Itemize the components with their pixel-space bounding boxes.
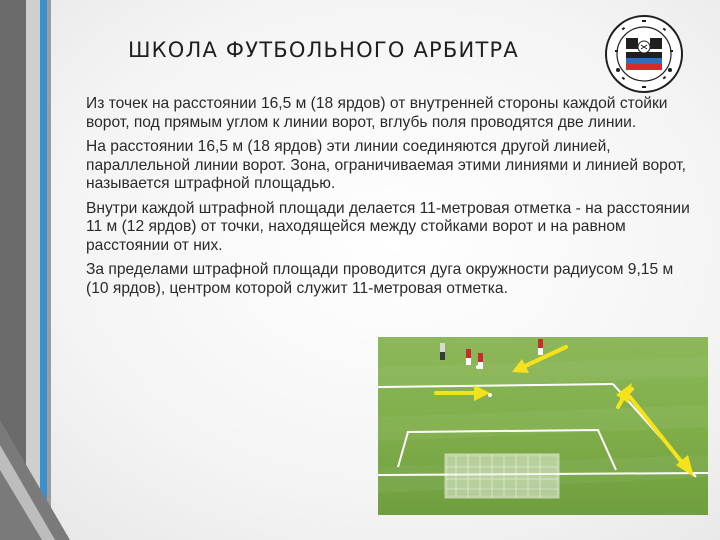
paragraph-penalty-mark: Внутри каждой штрафной площади делается 11-метровая отметка - на расстоянии 11 м (12 ярдов) от точки, находящейся между стойками ворот и на равном расстоянии от них.	[86, 199, 690, 254]
slide-body	[86, 95, 690, 304]
penalty-area-photo	[378, 337, 708, 515]
referee-emblem-icon	[604, 14, 684, 94]
paragraph-lines: Из точек на расстоянии 16,5 м (18 ярдов) от внутренней стороны каждой стойки ворот, под прямым углом к линии ворот, вглубь поля проводятся две линии.	[86, 95, 668, 131]
paragraph-penalty-area: На расстоянии 16,5 м (18 ярдов) эти линии соединяются другой линией, параллельной линии ворот. Зона, ограничиваемая этими линиями и линией ворот, называется штрафной площадью.	[86, 138, 686, 192]
slide-title: ШКОЛА ФУТБОЛЬНОГО АРБИТРА	[128, 38, 519, 62]
left-decoration	[0, 0, 70, 540]
paragraph-penalty-arc: За пределами штрафной площади проводится дуга окружности радиусом 9,15 м (10 ярдов), центром которой служит 11-метровая отметка.	[86, 261, 674, 297]
